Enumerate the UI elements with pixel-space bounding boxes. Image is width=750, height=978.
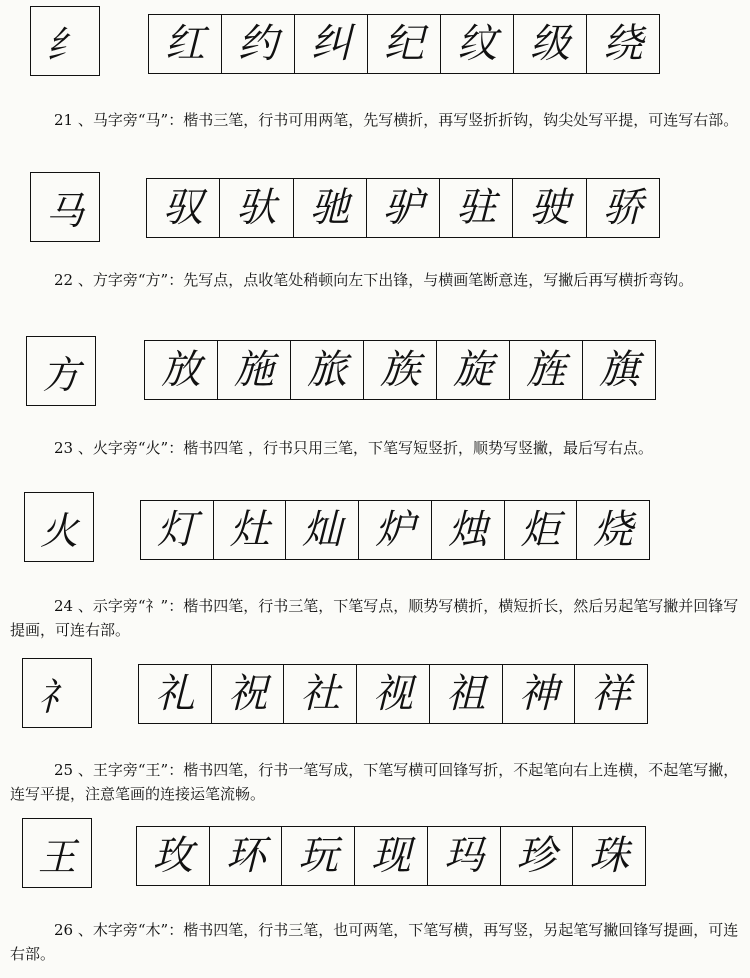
radical-char: 火 <box>39 508 78 553</box>
example-char: 旋 <box>437 341 510 399</box>
radical-row-ma <box>0 172 750 252</box>
example-char: 驰 <box>294 179 367 237</box>
radical-box <box>24 492 94 562</box>
example-char: 玩 <box>282 827 355 885</box>
example-char: 神 <box>503 665 576 723</box>
radical-row-shi <box>0 658 750 738</box>
example-char: 灯 <box>141 501 214 559</box>
radical-char: 方 <box>41 352 80 397</box>
example-char: 玛 <box>428 827 501 885</box>
example-char: 炉 <box>359 501 432 559</box>
example-char: 珍 <box>501 827 574 885</box>
example-char: 环 <box>210 827 283 885</box>
example-char: 祖 <box>430 665 503 723</box>
example-char: 现 <box>355 827 428 885</box>
example-grid <box>144 340 656 400</box>
example-char: 驶 <box>513 179 586 237</box>
example-char: 施 <box>218 341 291 399</box>
example-char: 烛 <box>432 501 505 559</box>
radical-char: 王 <box>37 834 76 879</box>
example-char: 旅 <box>291 341 364 399</box>
radical-row-huo <box>0 492 750 572</box>
radical-box <box>22 658 92 728</box>
example-char: 骄 <box>602 185 643 231</box>
example-char: 视 <box>357 665 430 723</box>
radical-row-fang <box>0 336 750 416</box>
example-char: 族 <box>364 341 437 399</box>
example-char: 纪 <box>368 15 441 73</box>
example-char: 驮 <box>220 179 293 237</box>
example-grid <box>146 178 660 238</box>
example-char: 纠 <box>295 15 368 73</box>
example-char: 灿 <box>286 501 359 559</box>
example-char: 烧 <box>593 507 634 553</box>
example-char: 驴 <box>367 179 440 237</box>
example-grid <box>138 664 648 724</box>
example-char: 级 <box>514 15 587 73</box>
description-24: 24 、示字旁“礻”：楷书四笔，行书三笔，下笔写点，顺势写横折，横短折长，然后另起笔写撇并回锋写提画，可连右部。 <box>10 597 739 639</box>
example-char: 礼 <box>139 665 212 723</box>
example-char: 红 <box>149 15 222 73</box>
example-char: 炬 <box>505 501 578 559</box>
description-22: 22 、方字旁“方”：先写点，点收笔处稍顿向左下出锋，与横画笔断意连，写撇后再写横折弯钩。 <box>54 271 694 289</box>
example-char: 玫 <box>137 827 210 885</box>
radical-box <box>30 172 100 242</box>
example-char: 社 <box>284 665 357 723</box>
example-grid <box>140 500 650 560</box>
radical-char: 礻 <box>37 674 76 719</box>
radical-box <box>30 6 100 76</box>
example-char: 纹 <box>441 15 514 73</box>
example-char: 珠 <box>589 833 630 879</box>
description-26: 26 、木字旁“木”：楷书四笔，行书三笔，也可两笔，下笔写横，再写竖，另起笔写撇回锋写提画，可连右部。 <box>10 921 739 963</box>
example-char: 灶 <box>214 501 287 559</box>
example-char: 旌 <box>510 341 583 399</box>
radical-char: 马 <box>45 188 84 233</box>
example-char: 祥 <box>591 671 632 717</box>
example-char: 绕 <box>603 21 643 67</box>
radical-row-wang <box>0 818 750 898</box>
example-char: 驭 <box>147 179 220 237</box>
radical-box <box>22 818 92 888</box>
example-char: 驻 <box>440 179 513 237</box>
radical-row-si <box>0 6 750 86</box>
example-char: 约 <box>222 15 295 73</box>
example-char: 旗 <box>599 347 639 393</box>
example-char: 放 <box>145 341 218 399</box>
description-21: 21 、马字旁“马”：楷书三笔，行书可用两笔，先写横折，再写竖折折钩，钩尖处写平提，可连写右部。 <box>54 111 739 129</box>
description-25: 25 、王字旁“王”：楷书四笔，行书一笔写成，下笔写横可回锋写折，不起笔向右上连横，不起笔写撇，连写平提，注意笔画的连接运笔流畅。 <box>10 761 739 803</box>
example-char: 祝 <box>212 665 285 723</box>
radical-box <box>26 336 96 406</box>
example-grid <box>148 14 660 74</box>
example-grid <box>136 826 646 886</box>
radical-char: 纟 <box>45 22 84 67</box>
description-23: 23 、火字旁“火”：楷书四笔 ，行书只用三笔，下笔写短竖折，顺势写竖撇，最后写右点。 <box>54 439 653 457</box>
